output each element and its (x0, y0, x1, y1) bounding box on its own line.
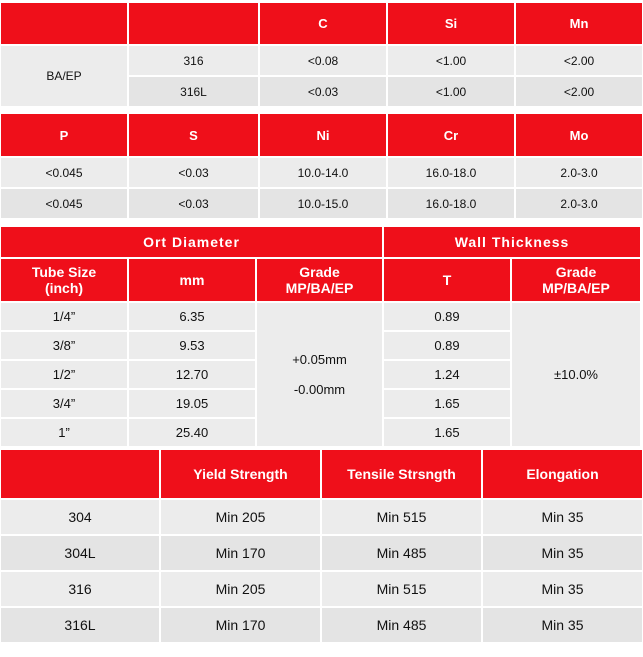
mm-cell: 9.53 (128, 331, 256, 360)
size-cell: 1/2” (0, 360, 128, 389)
header-mn: Mn (515, 2, 643, 45)
wall-group-header: Wall Thickness (383, 226, 641, 258)
p-cell: <0.045 (0, 157, 128, 188)
size-cell: 1” (0, 418, 128, 447)
mechanical-table (0, 449, 643, 643)
tensile-cell: Min 515 (321, 571, 482, 607)
tensile-cell: Min 515 (321, 499, 482, 535)
header-elongation: Elongation (482, 449, 643, 499)
si-cell: <1.00 (387, 76, 515, 107)
size-cell: 1/4” (0, 302, 128, 331)
mo-cell: 2.0-3.0 (515, 188, 643, 219)
s-cell: <0.03 (128, 188, 259, 219)
t-cell: 1.65 (383, 389, 511, 418)
mm-cell: 19.05 (128, 389, 256, 418)
size-cell: 3/4” (0, 389, 128, 418)
ni-cell: 10.0-15.0 (259, 188, 387, 219)
yield-cell: Min 205 (160, 571, 321, 607)
header-tube-size: Tube Size (inch) (0, 258, 128, 302)
mm-cell: 25.40 (128, 418, 256, 447)
header-grade-od: Grade MP/BA/EP (256, 258, 383, 302)
mn-cell: <2.00 (515, 45, 643, 76)
cr-cell: 16.0-18.0 (387, 157, 515, 188)
header-yield-strength: Yield Strength (160, 449, 321, 499)
od-tolerance: +0.05mm -0.00mm (256, 302, 383, 447)
header-p: P (0, 113, 128, 157)
header-grade-wall: Grade MP/BA/EP (511, 258, 641, 302)
header-blank-2 (128, 2, 259, 45)
material-cell: 304L (0, 535, 160, 571)
header-si: Si (387, 2, 515, 45)
tensile-cell: Min 485 (321, 607, 482, 643)
yield-cell: Min 205 (160, 499, 321, 535)
material-cell: 304 (0, 499, 160, 535)
elongation-cell: Min 35 (482, 571, 643, 607)
yield-cell: Min 170 (160, 607, 321, 643)
header-s: S (128, 113, 259, 157)
od-group-header: Ort Diameter (0, 226, 383, 258)
header-blank (0, 449, 160, 499)
t-cell: 1.24 (383, 360, 511, 389)
grade-cell: 316 (128, 45, 259, 76)
composition-table-1 (0, 2, 643, 107)
grade-cell: 316L (128, 76, 259, 107)
si-cell: <1.00 (387, 45, 515, 76)
composition-table-2 (0, 113, 643, 219)
cr-cell: 16.0-18.0 (387, 188, 515, 219)
ni-cell: 10.0-14.0 (259, 157, 387, 188)
tensile-cell: Min 485 (321, 535, 482, 571)
t-cell: 0.89 (383, 331, 511, 360)
p-cell: <0.045 (0, 188, 128, 219)
header-c: C (259, 2, 387, 45)
header-tensile-strength: Tensile Strsngth (321, 449, 482, 499)
dimension-table (0, 226, 641, 447)
mn-cell: <2.00 (515, 76, 643, 107)
material-cell: 316L (0, 607, 160, 643)
c-cell: <0.08 (259, 45, 387, 76)
elongation-cell: Min 35 (482, 607, 643, 643)
t-cell: 0.89 (383, 302, 511, 331)
size-cell: 3/8” (0, 331, 128, 360)
wall-tolerance: ±10.0% (511, 302, 641, 447)
header-ni: Ni (259, 113, 387, 157)
yield-cell: Min 170 (160, 535, 321, 571)
material-cell: 316 (0, 571, 160, 607)
mm-cell: 12.70 (128, 360, 256, 389)
header-blank-1 (0, 2, 128, 45)
mm-cell: 6.35 (128, 302, 256, 331)
header-cr: Cr (387, 113, 515, 157)
header-mo: Mo (515, 113, 643, 157)
mo-cell: 2.0-3.0 (515, 157, 643, 188)
elongation-cell: Min 35 (482, 535, 643, 571)
s-cell: <0.03 (128, 157, 259, 188)
header-mm: mm (128, 258, 256, 302)
elongation-cell: Min 35 (482, 499, 643, 535)
c-cell: <0.03 (259, 76, 387, 107)
group-label: BA/EP (0, 45, 128, 107)
header-t: T (383, 258, 511, 302)
t-cell: 1.65 (383, 418, 511, 447)
